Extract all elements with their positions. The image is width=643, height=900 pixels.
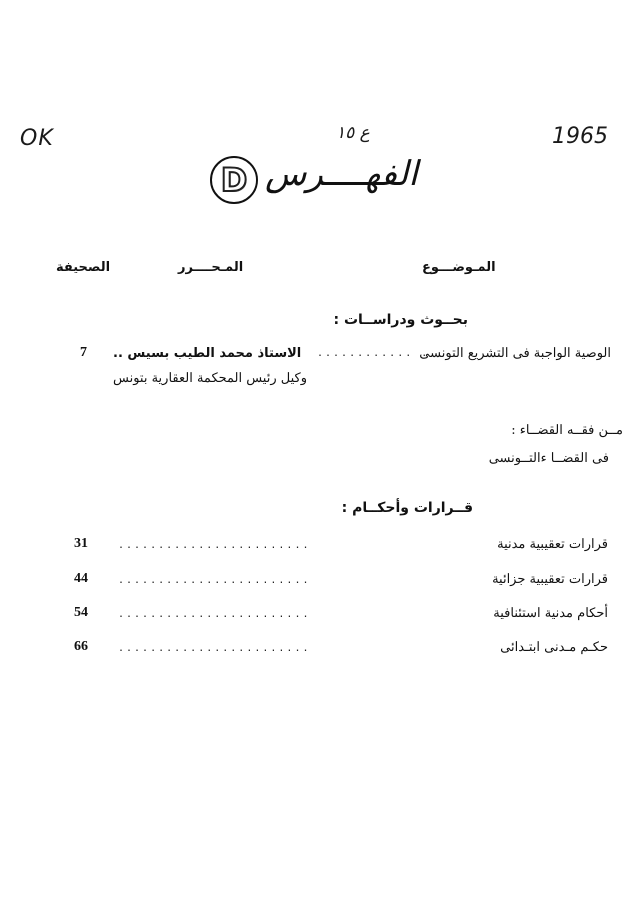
toc-entry-page-number: 66 xyxy=(74,639,88,654)
toc-entry-subject: قرارات تعقيبية جزائية xyxy=(492,572,608,587)
toc-entry-subject: الوصية الواجبة فى التشريع التونسى xyxy=(419,346,611,361)
handwritten-year: 1965 xyxy=(552,124,608,149)
handwritten-ok-mark: OK xyxy=(20,126,54,151)
toc-entry-author: الاستاذ محمد الطيب بسيس .. xyxy=(113,346,302,361)
title-block xyxy=(205,150,425,212)
column-header-author: المـحــــرر xyxy=(178,260,244,275)
toc-entry-page-number: 31 xyxy=(74,536,88,551)
toc-entry-subject: أحكام مدنية استئنافية xyxy=(493,606,608,621)
toc-entry-leader-dots: ........................ xyxy=(118,609,311,620)
column-header-page: الصحيفة xyxy=(56,260,111,275)
section-subheading-tunisian-judiciary: فى القضــا ءالتــونسى xyxy=(488,451,609,466)
toc-entry-subject: قرارات تعقيبية مدنية xyxy=(497,537,608,552)
section-heading-studies: بحــوث ودراســات : xyxy=(333,312,468,328)
toc-entry-subject: حكـم مـدنى ابتـدائى xyxy=(500,640,608,655)
toc-entry-page-number: 7 xyxy=(80,345,87,360)
page-title: الفهــــرس xyxy=(265,154,418,194)
section-heading-decisions: قــرارات وأحكــام : xyxy=(341,500,473,516)
toc-entry-leader-dots: ........................ xyxy=(118,540,311,551)
toc-entry-leader-dots: ........................ xyxy=(118,643,311,654)
toc-entry-leader-dots: ............ . xyxy=(317,348,430,359)
toc-entry-author-title: وكيل رئيس المحكمة العقارية بتونس xyxy=(113,371,307,386)
column-header-subject: المـوضـــوع xyxy=(422,260,496,275)
toc-entry-leader-dots: ........................ xyxy=(118,575,311,586)
toc-entry-page-number: 54 xyxy=(74,605,88,620)
handwritten-issue-number: ع ١٥ xyxy=(336,123,370,143)
toc-entry-page-number: 44 xyxy=(74,571,88,586)
circled-d-stamp-icon xyxy=(210,156,258,204)
section-heading-jurisprudence: مــن فقــه القضــاء : xyxy=(511,423,623,438)
stamp-letter: D xyxy=(220,161,248,199)
